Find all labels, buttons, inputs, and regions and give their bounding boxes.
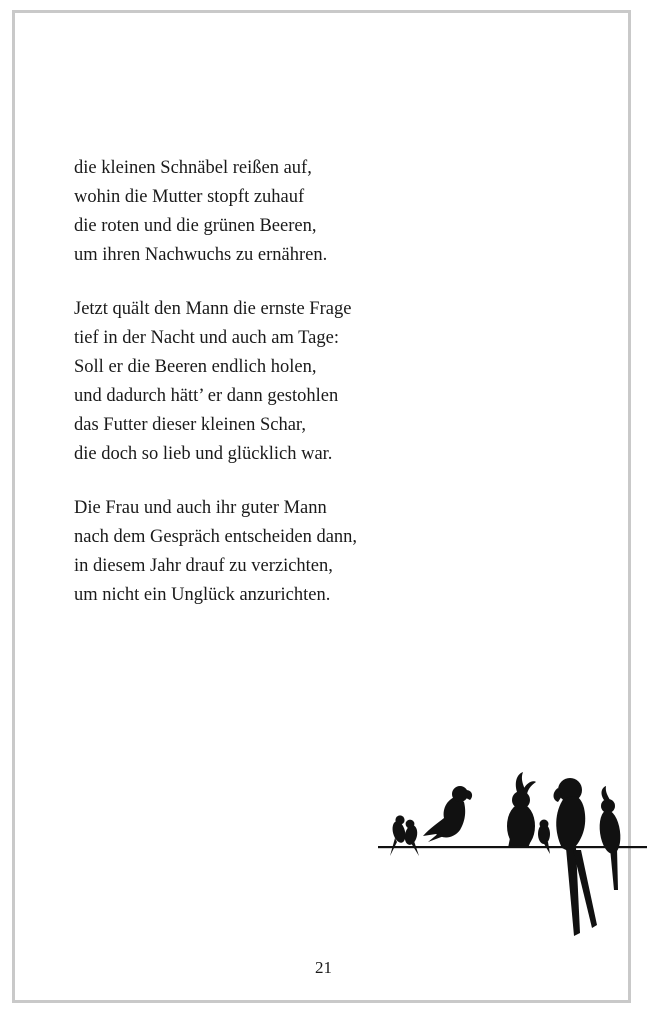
poem-line: und dadurch hätt’ er dann gestohlen	[74, 386, 339, 406]
poem-line: nach dem Gespräch entscheiden dann,	[74, 527, 358, 547]
poem-line: die kleinen Schnäbel reißen auf,	[74, 158, 312, 178]
cockatiel-icon	[597, 786, 623, 890]
poem-line: die doch so lieb und glücklich war.	[74, 444, 333, 464]
poem-line: in diesem Jahr drauf zu verzichten,	[74, 556, 333, 576]
poem	[74, 154, 554, 635]
poem-line: um ihren Nachwuchs zu ernähren.	[74, 245, 328, 265]
poem-line: Jetzt quält den Mann die ernste Frage	[74, 299, 352, 319]
birds-on-wire-icon	[378, 768, 647, 943]
poem-line: Soll er die Beeren endlich holen,	[74, 357, 317, 377]
poem-line: tief in der Nacht und auch am Tage:	[74, 328, 339, 348]
small-bird-icon	[538, 820, 550, 855]
stanza-2	[74, 295, 554, 469]
macaw-icon	[554, 778, 598, 936]
lovebird-pair-icon	[390, 815, 419, 856]
poem-line: das Futter dieser kleinen Schar,	[74, 415, 306, 435]
poem-line: wohin die Mutter stopft zuhauf	[74, 187, 305, 207]
stanza-3	[74, 494, 554, 610]
page-number: 21	[315, 958, 332, 977]
parrot-icon	[423, 786, 472, 842]
cockatoo-icon	[507, 772, 536, 848]
poem-line: Die Frau und auch ihr guter Mann	[74, 498, 327, 518]
stanza-1	[74, 154, 554, 270]
poem-line: um nicht ein Unglück anzurichten.	[74, 585, 331, 605]
poem-line: die roten und die grünen Beeren,	[74, 216, 317, 236]
